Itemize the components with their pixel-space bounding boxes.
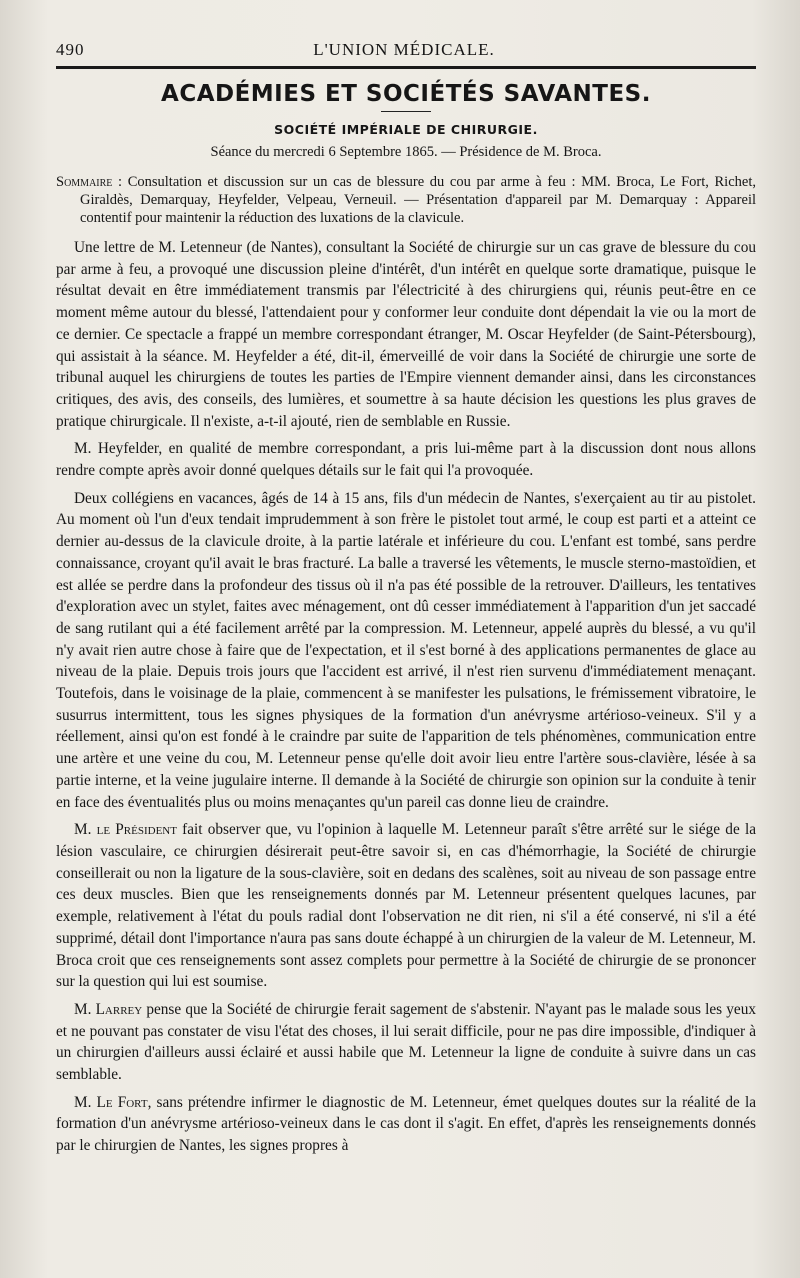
paragraph-speaker: M. Larrey bbox=[74, 1000, 143, 1018]
section-title: ACADÉMIES ET SOCIÉTÉS SAVANTES. bbox=[161, 81, 651, 107]
title-divider bbox=[381, 111, 431, 112]
paragraph bbox=[56, 999, 756, 1086]
journal-title: L'UNION MÉDICALE. bbox=[313, 40, 495, 59]
article-body bbox=[56, 237, 756, 1157]
paragraph-text: M. Heyfelder, en qualité de membre correspondant, a pris lui-même part à la discussion dont nous allons rendre compte après avoir donné quelques détails sur le fait qui l'a provoquée. bbox=[56, 440, 756, 480]
paragraph-speaker: M. le Président bbox=[74, 821, 177, 839]
paragraph bbox=[56, 1092, 756, 1157]
running-head bbox=[56, 40, 756, 60]
paragraph bbox=[56, 438, 756, 481]
paragraph-text: fait observer que, vu l'opinion à laquelle M. Letenneur paraît s'être arrêté sur le siége de la lésion vasculaire, ce chirurgien désirerait peut-être savoir si, en cas d'hémorrhagie, la Société de chirurgie conseillerait ou non la ligature de la sous-clavière, soit en dedans des scalènes, soit au niveau de son passage entre ces deux muscles. Bien que les renseignements donnés par M. Letenneur présentent quelques lacunes, par exemple, relativement à l'état du pouls radial dont l'observation ne dit rien, ni s'il a été conservé, ni s'il a été supprimé, détail dont l'importance n'aura pas sans doute échappé à un chirurgien de la valeur de M. Letenneur, M. Broca croit que ces renseignements sont assez complets pour permettre à la Société de chirurgie de se prononcer sur la question qui lui est soumise. bbox=[56, 821, 756, 991]
summary-text: : Consultation et discussion sur un cas de blessure du cou par arme à feu : MM. Broca, Le Fort, Richet, Giraldès, Demarquay, Heyfelder, Velpeau, Verneuil. — Présentation d'appareil par M. Demarquay : Appareil contentif pour maintenir la réduction des luxations de la clavicule. bbox=[80, 174, 756, 226]
society-name: SOCIÉTÉ IMPÉRIALE DE CHIRURGIE. bbox=[274, 122, 538, 137]
header-rule bbox=[56, 66, 756, 69]
summary bbox=[56, 173, 756, 227]
paragraph-text: Une lettre de M. Letenneur (de Nantes), consultant la Société de chirurgie sur un cas grave de blessure du cou par arme à feu, a provoqué une discussion pleine d'intérêt, d'un intérêt en quelque sorte dramatique, puisque le résultat devait en être immédiatement transmis par l'électricité à des chirurgiens qui, réunis peut-être en ce moment même autour du blessé, l'attendaient pour y conformer leur conduite dont dépendait la vie ou la mort de ce dernier. Ce spectacle a frappé un membre correspondant étranger, M. Oscar Heyfelder (de Saint-Pétersbourg), qui assistait à la séance. M. Heyfelder a été, dit-il, émerveillé de voir dans la Société de chirurgie une sorte de tribunal auquel les chirurgiens de toutes les parties de l'Empire viennent demander ainsi, dans les circonstances critiques, des avis, des conseils, des lumières, et soumettre à sa haute décision les questions les plus graves de pratique chirurgicale. Il n'existe, a-t-il ajouté, rien de semblable en Russie. bbox=[56, 239, 756, 430]
paragraph-text: pense que la Société de chirurgie ferait sagement de s'abstenir. N'ayant pas le malade sous les yeux et ne pouvant pas constater de visu l'état des choses, il lui serait difficile, pour ne pas dire impossible, d'indiquer à un chirurgien d'ailleurs aussi éclairé et aussi habile que M. Letenneur la ligne de conduite à suivre dans un cas semblable. bbox=[56, 1000, 757, 1084]
paragraph-text: , sans prétendre infirmer le diagnostic de M. Letenneur, émet quelques doutes sur la réalité de la formation d'un anévrysme artérioso-veineux dans le cas dont il s'agit. En effet, d'après les renseignements donnés par le chirurgien de Nantes, les signes propres à bbox=[56, 1093, 756, 1155]
paragraph-text: Deux collégiens en vacances, âgés de 14 à 15 ans, fils d'un médecin de Nantes, s'exerçaient au tir au pistolet. Au moment où l'un d'eux tendait imprudemment à son frère le pistolet tout armé, le coup est parti et a atteint ce dernier au-dessus de la clavicule droite, à la partie latérale et inférieure du cou. L'enfant est tombé, sans perdre connaissance, croyant qu'il avait le bras fracturé. La balle a traversé les vêtements, le muscle sterno-mastoïdien, et est allée se perdre dans la profondeur des tissus où il n'a pas été possible de la retrouver. D'ailleurs, les tentatives d'exploration avec un stylet, faites avec ménagement, ont dû cesser immédiatement à l'apparition d'un jet saccadé de sang rutilant qui a été facilement arrêté par la compression. M. Letenneur, appelé auprès du blessé, a vu qu'il n'y avait rien autre chose à faire que de l'expectation, et il s'est borné à des applications permanentes de glace au niveau de la plaie. Depuis trois jours que l'accident est arrivé, il n'est rien survenu d'immédiatement menaçant. Toutefois, dans le voisinage de la plaie, commencent à se manifester les pulsations, le frémissement vibratoire, le susurrus intermittent, tous les signes physiques de la formation d'un anévrysme artérioso-veineux. S'il y a réellement, ainsi qu'on est fondé à le craindre par suite de l'apparition de tels phénomènes, communication entre une artère et une veine du cou, M. Letenneur pense qu'elle doit avoir lieu entre l'artère sous-clavière, lésée à sa partie interne, et la veine jugulaire interne. Il demande à la Société de chirurgie son opinion sur la conduite à tenir en face des éventualités plus ou moins menaçantes qu'un pareil cas donne lieu de craindre. bbox=[56, 489, 756, 811]
session-line: Séance du mercredi 6 Septembre 1865. — Présidence de M. Broca. bbox=[210, 144, 602, 160]
paragraph bbox=[56, 488, 756, 814]
paragraph-speaker: M. Le Fort bbox=[74, 1093, 148, 1111]
page-number: 490 bbox=[56, 40, 85, 59]
paragraph bbox=[56, 237, 756, 432]
paragraph bbox=[56, 819, 756, 993]
summary-label: Sommaire bbox=[56, 174, 113, 190]
